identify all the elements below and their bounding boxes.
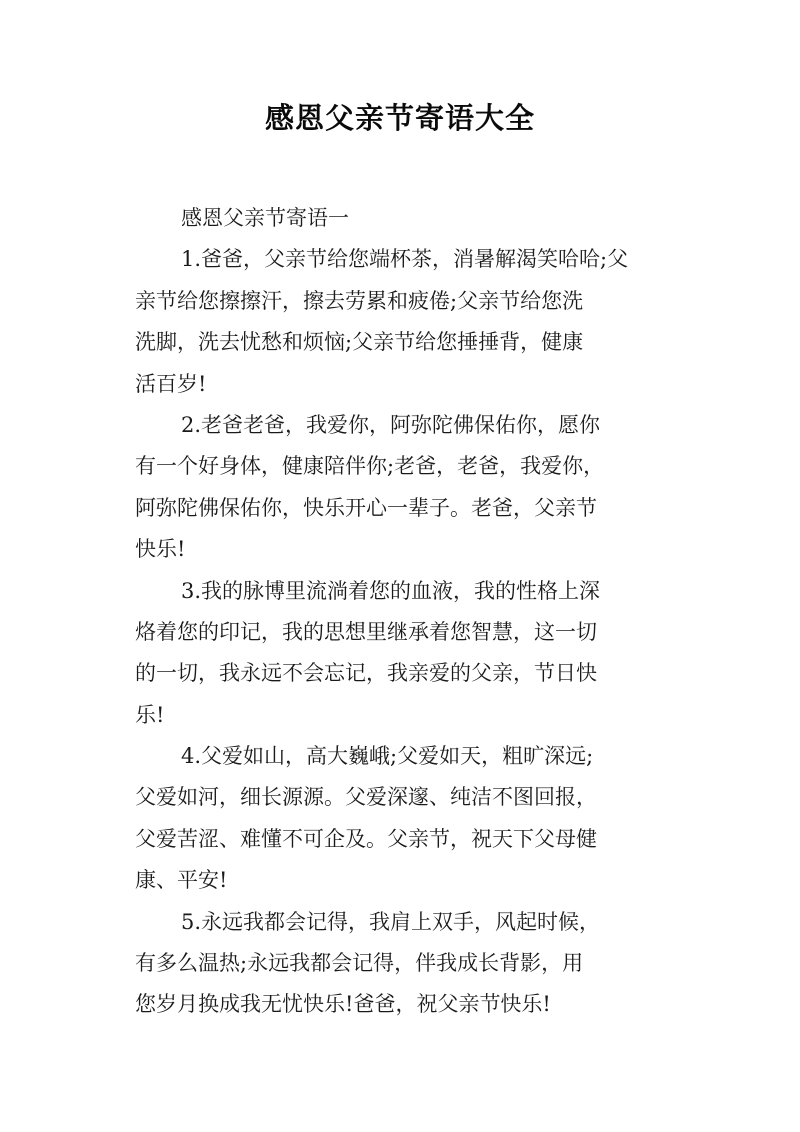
item-5-line-1: 5.永远我都会记得，我肩上双手，风起时候， <box>181 909 601 934</box>
item-2-line-3: 阿弥陀佛保佑你，快乐开心一辈子。老爸，父亲节 <box>135 495 597 520</box>
item-1-line-3: 洗脚，洗去忧愁和烦恼;父亲节给您捶捶背，健康 <box>135 330 584 355</box>
item-5-line-3: 您岁月换成我无忧快乐!爸爸，祝父亲节快乐! <box>135 992 551 1017</box>
item-4-line-1: 4.父爱如山，高大巍峨;父爱如天，粗旷深远; <box>181 744 594 769</box>
item-4-line-2: 父爱如河，细长源源。父爱深邃、纯洁不图回报， <box>135 785 597 810</box>
item-1-line-2: 亲节给您擦擦汗，擦去劳累和疲倦;父亲节给您洗 <box>135 288 584 313</box>
item-3-line-1: 3.我的脉博里流淌着您的血液，我的性格上深 <box>181 578 601 603</box>
item-3 <box>135 571 735 737</box>
item-1-line-4: 活百岁! <box>135 371 207 396</box>
item-5 <box>135 902 735 1026</box>
document-title: 感恩父亲节寄语大全 <box>264 101 535 135</box>
document-body <box>135 198 735 1026</box>
item-3-line-4: 乐! <box>135 702 165 727</box>
section-heading: 感恩父亲节寄语一 <box>181 206 349 230</box>
item-2 <box>135 405 735 571</box>
item-4 <box>135 736 735 902</box>
item-2-line-4: 快乐! <box>135 537 186 562</box>
item-2-line-2: 有一个好身体，健康陪伴你;老爸，老爸，我爱你， <box>135 454 605 479</box>
item-4-line-4: 康、平安! <box>135 868 228 893</box>
item-1 <box>135 239 735 405</box>
item-1-line-1: 1.爸爸，父亲节给您端杯茶，消暑解渴笑哈哈;父 <box>181 247 629 272</box>
item-2-line-1: 2.老爸老爸，我爱你，阿弥陀佛保佑你，愿你 <box>181 412 601 437</box>
item-3-line-3: 的一切，我永远不会忘记，我亲爱的父亲，节日快 <box>135 661 597 686</box>
item-3-line-2: 烙着您的印记，我的思想里继承着您智慧，这一切 <box>135 619 597 644</box>
item-4-line-3: 父爱苦涩、难懂不可企及。父亲节，祝天下父母健 <box>135 826 597 851</box>
item-5-line-2: 有多么温热;永远我都会记得，伴我成长背影，用 <box>135 951 584 976</box>
